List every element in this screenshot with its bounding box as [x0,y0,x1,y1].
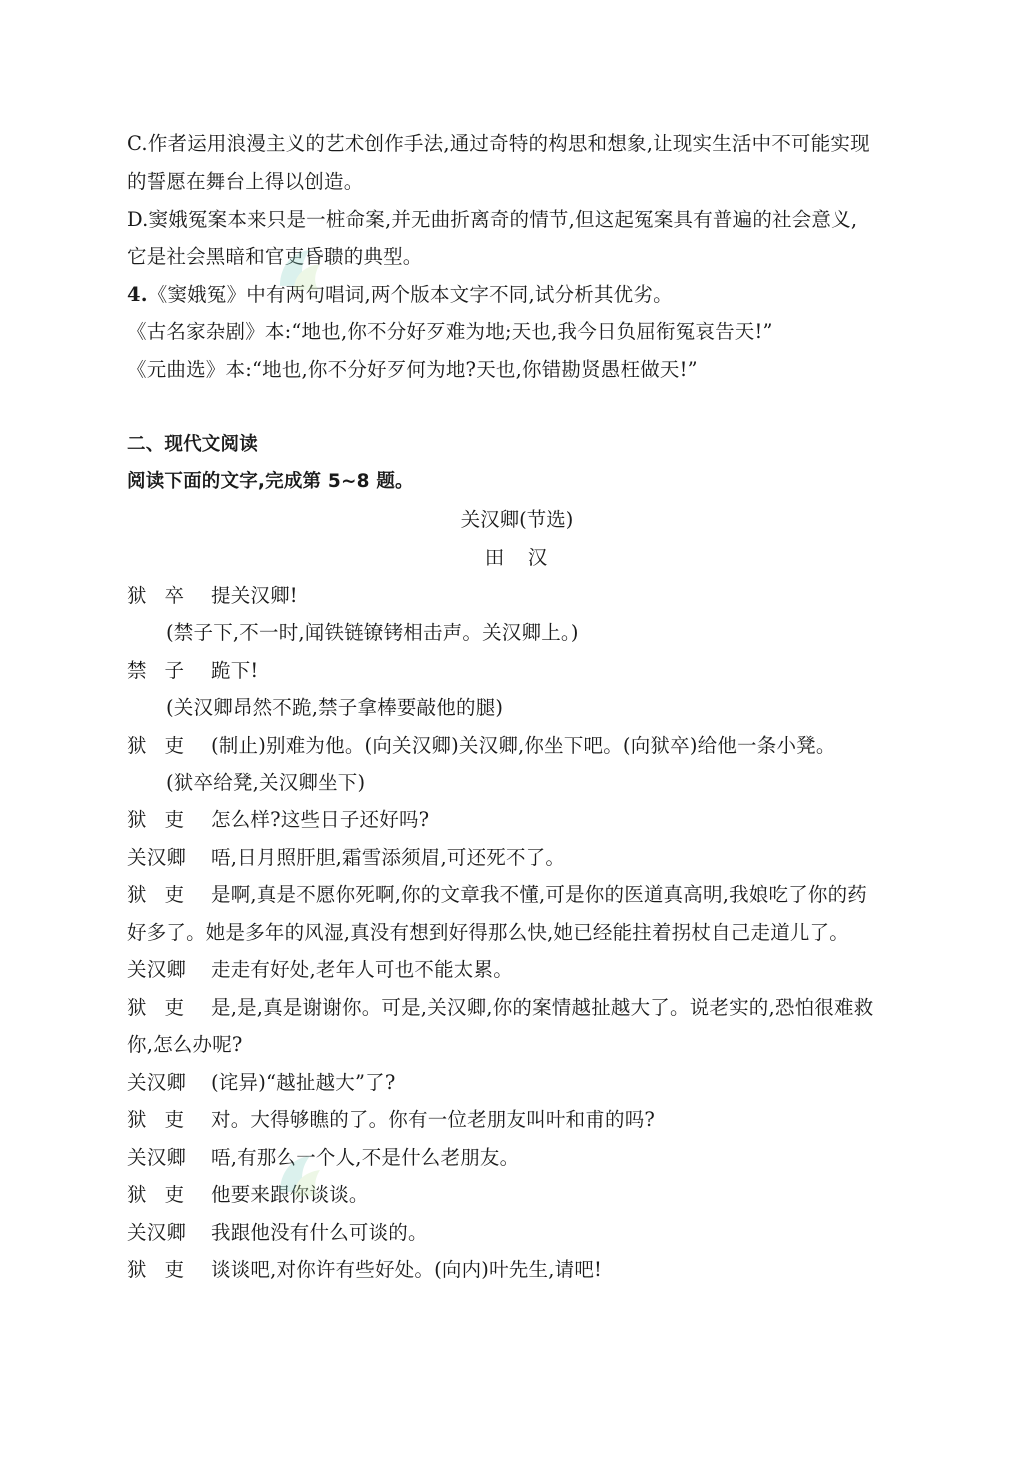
dialogue-text: 唔,日月照肝胆,霜雪添须眉,可还死不了。 [211,846,566,869]
dialogue-text: 走走有好处,老年人可也不能太累。 [211,958,513,981]
speaker-name: 关汉卿 [127,1071,187,1094]
speaker-name: 关汉卿 [127,1221,187,1244]
script-line [127,659,258,683]
speaker-name: 关汉卿 [127,958,187,981]
section-heading: 二、现代文阅读 [127,434,258,455]
script-line [127,958,513,982]
speaker-name: 关汉卿 [127,846,187,869]
speaker-name: 关汉卿 [127,1146,187,1169]
script-line [127,808,429,832]
script-line [127,1258,602,1282]
dialogue-text: 我跟他没有什么可谈的。 [211,1221,428,1244]
speaker-name: 狱吏 [127,808,203,831]
speaker-name: 狱吏 [127,1183,203,1206]
passage-title: 关汉卿(节选) [460,508,574,531]
dialogue-continuation: 你,怎么办呢? [127,1033,243,1056]
script-line [127,1183,369,1207]
speaker-name: 狱吏 [127,734,203,757]
dialogue-text: 谈谈吧,对你许有些好处。(向内)叶先生,请吧! [211,1258,603,1281]
dialogue-text: 跪下! [211,659,259,682]
script-line [127,734,836,758]
dialogue-text: (制止)别难为他。(向关汉卿)关汉卿,你坐下吧。(向狱卒)给他一条小凳。 [211,734,836,757]
option-d-line1: D.窦娥冤案本来只是一桩命案,并无曲折离奇的情节,但这起冤案具有普遍的社会意义, [127,208,858,231]
dialogue-text: 唔,有那么一个人,不是什么老朋友。 [211,1146,520,1169]
reading-instruction: 阅读下面的文字,完成第 5~8 题。 [127,471,414,492]
option-c-line1: C.作者运用浪漫主义的艺术创作手法,通过奇特的构思和想象,让现实生活中不可能实现 [127,132,870,155]
script-line [127,1108,655,1132]
version-2-quote: 《元曲选》本:“地也,你不分好歹何为地?天也,你错勘贤愚枉做天!” [127,358,698,381]
dialogue-text: 是啊,真是不愿你死啊,你的文章我不懂,可是你的医道真高明,我娘吃了你的药 [211,883,867,906]
stage-direction: (禁子下,不一时,闻铁链镣铐相击声。关汉卿上。) [166,621,579,644]
dialogue-text: (诧异)“越扯越大”了? [211,1071,396,1094]
speaker-name: 狱吏 [127,1258,203,1281]
dialogue-text: 对。大得够瞧的了。你有一位老朋友叫叶和甫的吗? [211,1108,656,1131]
speaker-name: 狱卒 [127,584,203,607]
speaker-name: 禁子 [127,659,203,682]
dialogue-text: 怎么样?这些日子还好吗? [211,808,430,831]
watermark-logo-icon [272,1148,328,1204]
script-line [127,584,298,608]
watermark-logo-icon [272,242,328,298]
option-d-line2: 它是社会黑暗和官吏昏聩的典型。 [127,245,423,268]
script-line [127,996,873,1020]
dialogue-text: 提关汉卿! [211,584,298,607]
option-c-line2: 的誓愿在舞台上得以创造。 [127,170,364,193]
dialogue-continuation: 好多了。她是多年的风湿,真没有想到好得那么快,她已经能拄着拐杖自己走道儿了。 [127,921,849,944]
script-line [127,1071,396,1095]
script-line [127,846,565,870]
script-line [127,883,867,907]
speaker-name: 狱吏 [127,883,203,906]
question-4-text: 《窦娥冤》中有两句唱词,两个版本文字不同,试分析其优劣。 [147,283,673,306]
question-4-number: 4. [127,283,148,306]
speaker-name: 狱吏 [127,996,203,1019]
dialogue-text: 他要来跟你谈谈。 [211,1183,369,1206]
dialogue-text: 是,是,真是谢谢你。可是,关汉卿,你的案情越扯越大了。说老实的,恐怕很难救 [211,996,874,1019]
stage-direction: (狱卒给凳,关汉卿坐下) [166,771,366,794]
passage-author: 田 汉 [484,546,550,569]
question-4 [127,283,673,307]
stage-direction: (关汉卿昂然不跪,禁子拿棒要敲他的腿) [166,696,504,719]
version-1-quote: 《古名家杂剧》本:“地也,你不分好歹难为地;天也,我今日负屈衔冤哀告天!” [127,320,773,343]
script-line [127,1221,428,1245]
speaker-name: 狱吏 [127,1108,203,1131]
